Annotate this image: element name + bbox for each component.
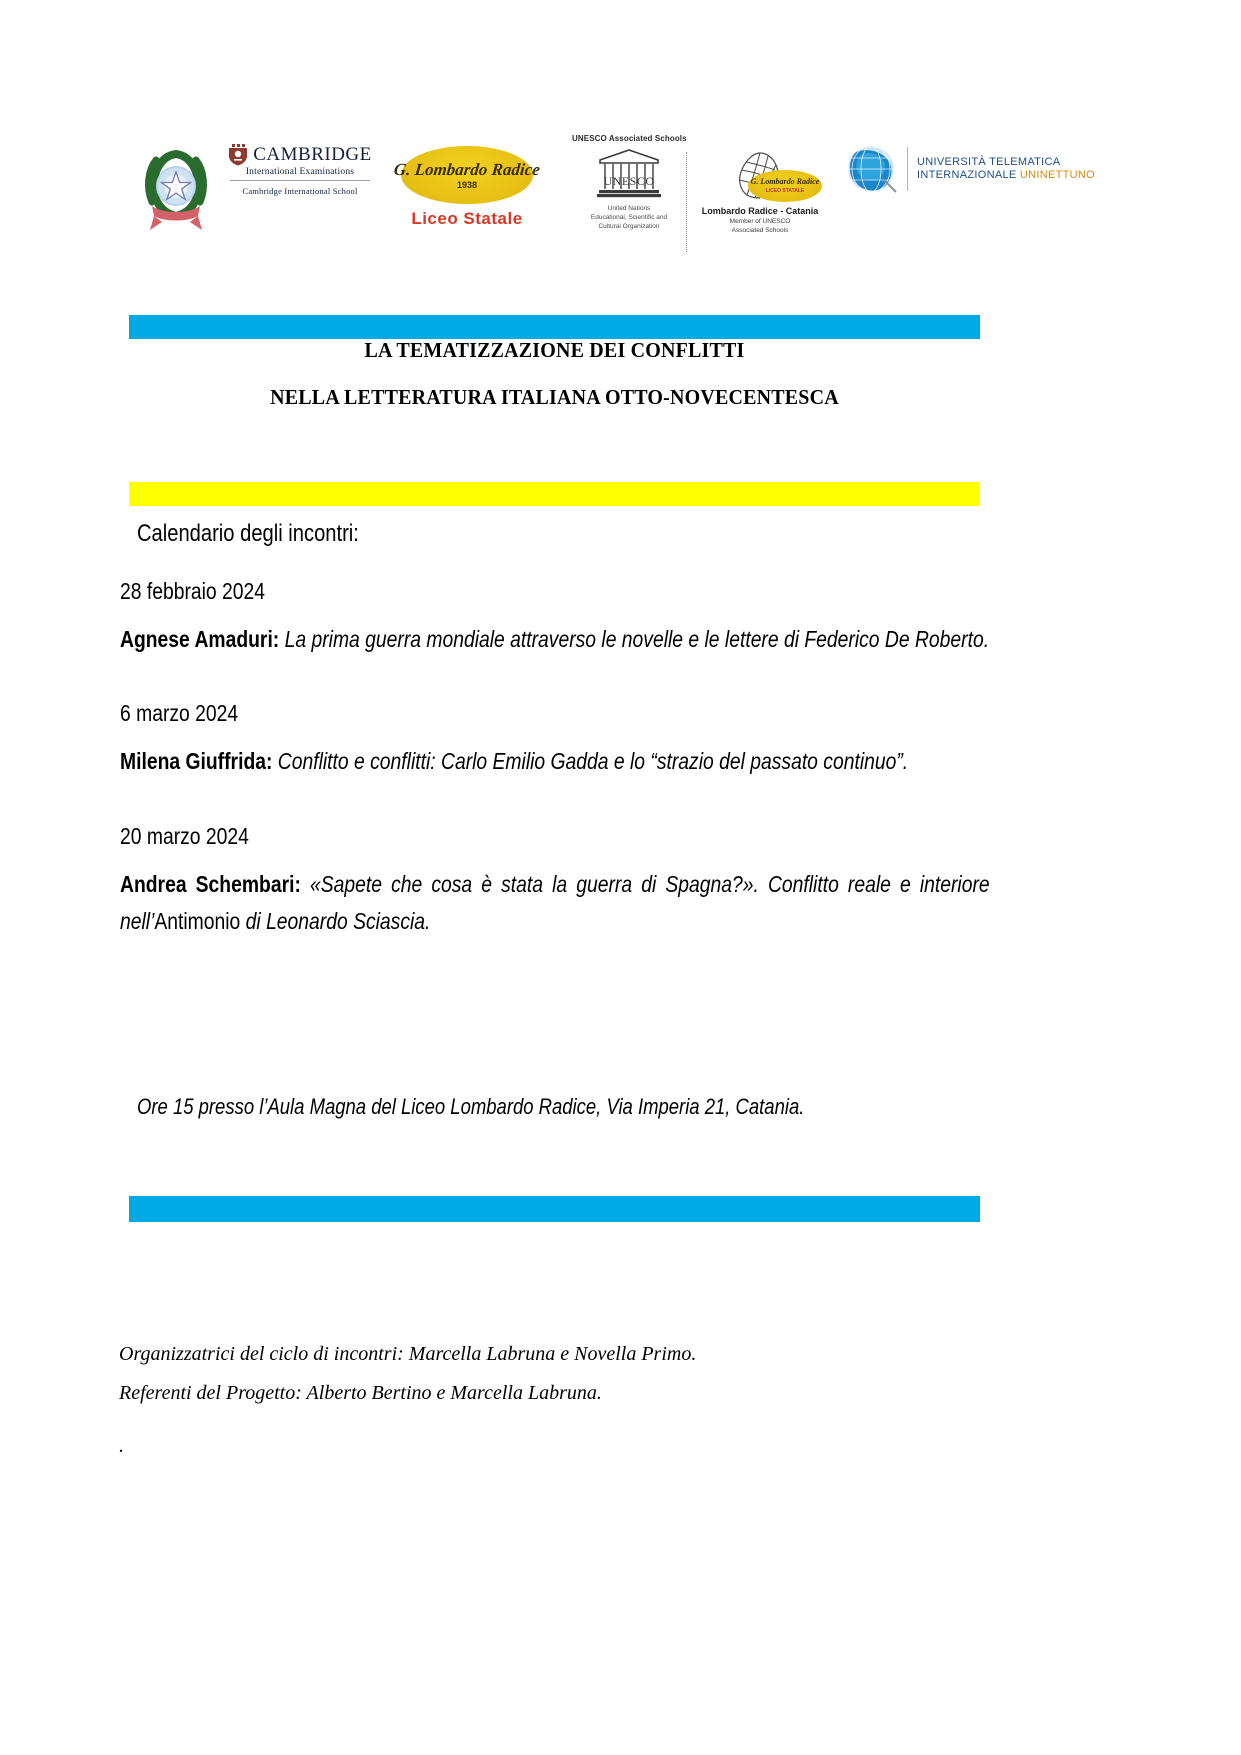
schedule-list	[120, 580, 990, 984]
entry-date: 6 marzo 2024	[120, 700, 239, 727]
lombardo-radice-catania-logo	[700, 150, 820, 236]
lombardo-radice-year: 1938	[456, 179, 478, 190]
globe-icon	[844, 142, 898, 196]
cambridge-school-label: Cambridge International School	[242, 186, 358, 196]
entry-talk-title-part-1: «Sapete che cosa è stata la guerra di Spagna?». Conflitto reale e interiore nell’	[120, 870, 990, 934]
entry-date: 28 febbraio 2024	[120, 578, 266, 604]
blue-divider-bar-top	[129, 315, 980, 339]
unesco-associated-schools-label: UNESCO Associated Schools	[572, 134, 687, 143]
lrc-member-line-2: Associated Schools	[731, 226, 789, 234]
page-title	[129, 338, 980, 410]
cambridge-shield-icon	[228, 142, 248, 166]
entry-talk-work-title: Antimonio	[154, 907, 241, 934]
lombardo-radice-oval	[393, 146, 541, 204]
unesco-foot-line-1: United Nations	[607, 205, 651, 212]
uninettuno-line-1: UNIVERSITÀ TELEMATICA	[917, 156, 1061, 169]
blue-divider-bar-bottom	[129, 1196, 980, 1222]
entry-date: 20 marzo 2024	[120, 822, 249, 849]
venue-text: Ore 15 presso l’Aula Magna del Liceo Lombardo Radice, Via Imperia 21, Catania.	[137, 1094, 805, 1119]
footer-organizers: Organizzatrici del ciclo di incontri: Marcella Labruna e Novella Primo.	[119, 1343, 697, 1365]
header-logo-strip	[130, 128, 1096, 258]
entry-text	[120, 743, 990, 780]
entry-talk-title: La prima guerra mondiale attraverso le novelle e le lettere di Federico De Roberto.	[279, 626, 990, 652]
lrc-member-text	[700, 218, 820, 236]
cambridge-subtitle: International Examinations	[230, 167, 370, 181]
lombardo-radice-name: G. Lombardo Radice	[393, 159, 541, 179]
lrc-badge-sub: LICEO STATALE	[765, 188, 805, 194]
lombardo-radice-logo	[392, 146, 542, 229]
unesco-foot-line-2: Educational, Scientific and	[590, 213, 668, 221]
lrc-school-name: Lombardo Radice - Catania	[701, 206, 819, 216]
uninettuno-brandname: UNINETTUNO	[1019, 169, 1096, 181]
uninettuno-logo	[844, 142, 1096, 196]
uninettuno-divider	[907, 147, 908, 191]
entry-talk-title: Conflitto e conflitti: Carlo Emilio Gadda e lo “strazio del passato continuo”.	[272, 748, 909, 775]
entry-text	[120, 621, 990, 658]
lombardo-radice-catania-badge	[748, 170, 822, 202]
venue-info	[137, 1092, 967, 1121]
entry-talk-title-part-2: di Leonardo Sciascia.	[240, 907, 431, 934]
liceo-statale-label: Liceo Statale	[411, 209, 523, 228]
entry-text	[120, 866, 990, 941]
schedule-entry	[120, 822, 990, 941]
calendar-label: Calendario degli incontri:	[137, 520, 359, 547]
schedule-entry	[120, 702, 990, 780]
unesco-footer-text	[568, 205, 690, 231]
schedule-entry	[120, 580, 990, 658]
title-line-1: LA TEMATIZZAZIONE DEI CONFLITTI	[364, 338, 745, 362]
unesco-logo	[568, 134, 690, 231]
entry-speaker: Andrea Schembari:	[120, 870, 301, 897]
unesco-temple-icon	[596, 148, 662, 202]
lrc-badge-name: G. Lombardo Radice	[750, 177, 820, 186]
entry-speaker: Agnese Amaduri:	[120, 626, 280, 652]
yellow-divider-bar	[129, 482, 980, 506]
cambridge-logo	[230, 142, 370, 196]
cambridge-wordmark: CAMBRIDGE	[253, 143, 372, 165]
lrc-member-line-1: Member of UNESCO	[729, 218, 791, 225]
title-line-2: NELLA LETTERATURA ITALIANA OTTO-NOVECENTESCA	[270, 385, 839, 409]
entry-speaker: Milena Giuffrida:	[120, 748, 273, 775]
footer-project-leads: Referenti del Progetto: Alberto Bertino e Marcella Labruna.	[119, 1382, 602, 1404]
footer-credits	[119, 1335, 979, 1466]
unesco-wordmark: UNESCO	[603, 174, 655, 188]
footer-trailing-dot: .	[119, 1435, 124, 1457]
uninettuno-line-2-prefix: INTERNAZIONALE	[917, 169, 1020, 181]
unesco-foot-line-3: Cultural Organization	[598, 222, 660, 230]
italian-republic-emblem-icon	[140, 140, 212, 232]
uninettuno-line-2	[917, 169, 1095, 182]
unesco-dotted-divider	[686, 152, 687, 252]
